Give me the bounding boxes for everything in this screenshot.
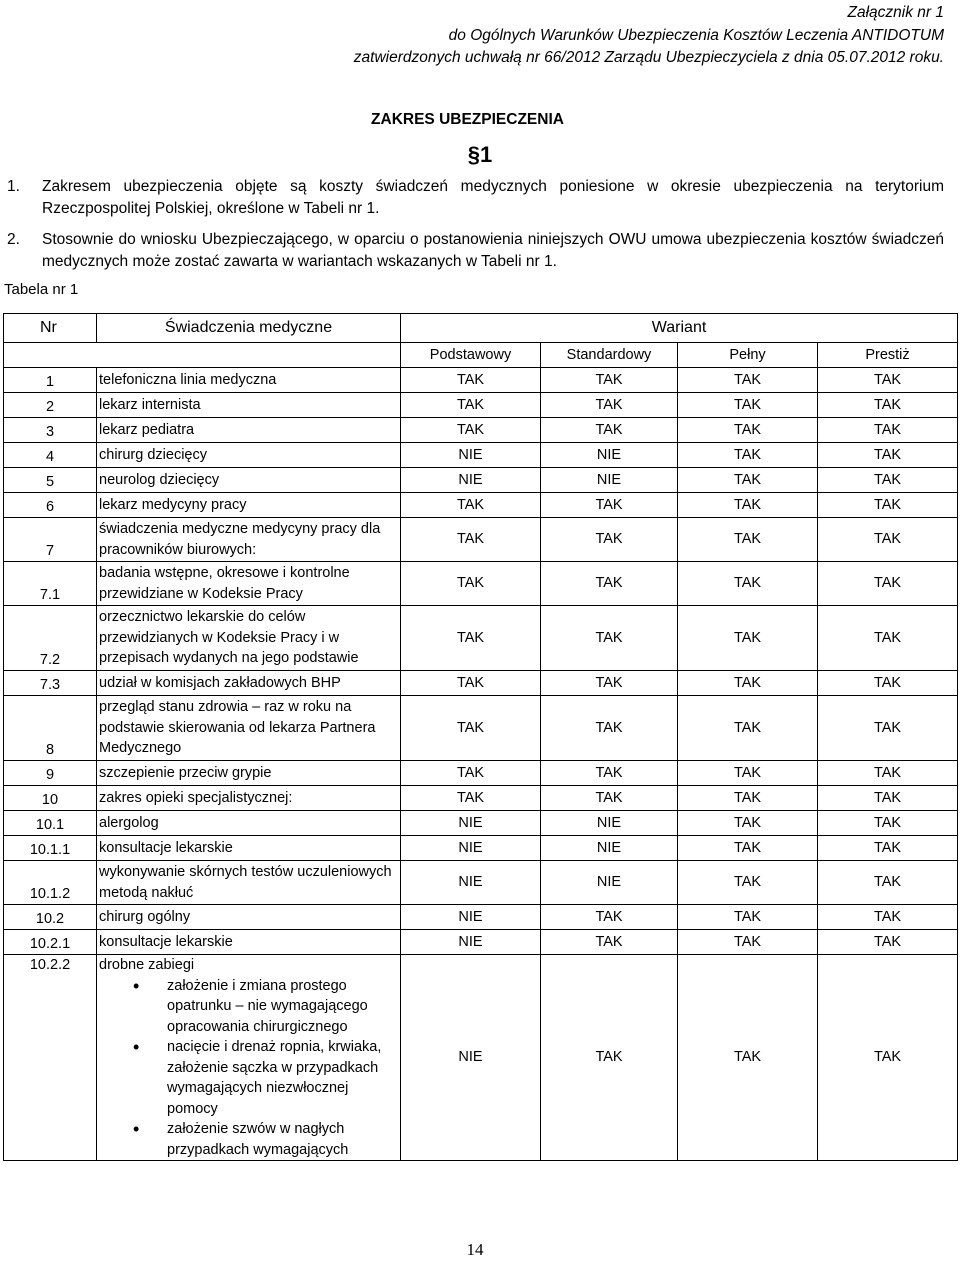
variant-value: TAK — [541, 930, 678, 955]
row-number: 10.1 — [4, 811, 97, 836]
variant-value: TAK — [678, 443, 818, 468]
variant-value: TAK — [678, 518, 818, 562]
variant-value: TAK — [818, 443, 958, 468]
variant-value: TAK — [401, 696, 541, 761]
variant-value: TAK — [818, 786, 958, 811]
variant-value: TAK — [541, 368, 678, 393]
variant-value: TAK — [401, 671, 541, 696]
variant-value: TAK — [541, 696, 678, 761]
service-name: neurolog dziecięcy — [97, 468, 401, 493]
table-row — [4, 418, 958, 443]
coverage-table — [3, 313, 958, 1161]
variant-podstawowy: Podstawowy — [401, 343, 541, 368]
variant-value: TAK — [401, 418, 541, 443]
header-variant: Wariant — [401, 314, 958, 343]
service-name: przegląd stanu zdrowia – raz w roku na podstawie skierowania od lekarza Partnera Medycznego — [97, 696, 401, 761]
variant-value: TAK — [678, 786, 818, 811]
variant-value: NIE — [541, 861, 678, 905]
variant-value: TAK — [818, 761, 958, 786]
variant-value: TAK — [541, 418, 678, 443]
variant-value: TAK — [401, 786, 541, 811]
service-name: drobne zabiegi — [99, 957, 195, 973]
row-number: 9 — [4, 761, 97, 786]
service-name: chirurg dziecięcy — [97, 443, 401, 468]
table-row — [4, 493, 958, 518]
variant-value: TAK — [541, 493, 678, 518]
variant-value: TAK — [541, 671, 678, 696]
bullet-item: • założenie szwów w nagłych przypadkach wymagających — [125, 1119, 397, 1160]
variant-value: TAK — [678, 836, 818, 861]
variant-value: TAK — [541, 393, 678, 418]
row-number: 10.1.1 — [4, 836, 97, 861]
variant-value: TAK — [678, 955, 818, 1161]
variant-standardowy: Standardowy — [541, 343, 678, 368]
row-number: 1 — [4, 368, 97, 393]
row-number: 10.2.1 — [4, 930, 97, 955]
row-number: 6 — [4, 493, 97, 518]
service-name: udział w komisjach zakładowych BHP — [97, 671, 401, 696]
bullet-item: • założenie i zmiana prostego opatrunku – nie wymagającego opracowania chirurgicznego — [125, 976, 397, 1038]
variant-value: NIE — [401, 955, 541, 1161]
service-name: lekarz pediatra — [97, 418, 401, 443]
variant-value: TAK — [541, 606, 678, 671]
variant-value: TAK — [818, 930, 958, 955]
variant-value: TAK — [678, 606, 818, 671]
header-line-1: Załącznik nr 1 — [847, 4, 944, 21]
page-number: 14 — [466, 1240, 484, 1259]
row-number: 7.1 — [4, 562, 97, 606]
row-number: 8 — [4, 696, 97, 761]
service-name: orzecznictwo lekarskie do celów przewidzianych w Kodeksie Pracy i w przepisach wydanych na jego podstawie — [97, 606, 401, 671]
row-number: 2 — [4, 393, 97, 418]
variant-value: TAK — [401, 393, 541, 418]
service-name: konsultacje lekarskie — [97, 836, 401, 861]
service-name: szczepienie przeciw grypie — [97, 761, 401, 786]
header-line-3: zatwierdzonych uchwałą nr 66/2012 Zarządu Ubezpieczyciela z dnia 05.07.2012 roku. — [353, 49, 944, 66]
header-empty-cell — [4, 343, 401, 368]
variant-value: TAK — [678, 930, 818, 955]
table-row — [4, 811, 958, 836]
table-row — [4, 836, 958, 861]
variant-value: TAK — [541, 955, 678, 1161]
variant-value: NIE — [401, 861, 541, 905]
variant-value: TAK — [818, 905, 958, 930]
variant-value: NIE — [401, 905, 541, 930]
variant-value: TAK — [818, 955, 958, 1161]
table-row — [4, 761, 958, 786]
variant-value: TAK — [678, 493, 818, 518]
variant-value: TAK — [818, 861, 958, 905]
variant-value: NIE — [541, 468, 678, 493]
variant-value: TAK — [678, 562, 818, 606]
table-row — [4, 955, 958, 1161]
variant-value: TAK — [818, 696, 958, 761]
variant-value: TAK — [401, 761, 541, 786]
header-nr: Nr — [4, 314, 97, 343]
row-number: 5 — [4, 468, 97, 493]
row-number: 7.2 — [4, 606, 97, 671]
variant-value: NIE — [541, 836, 678, 861]
variant-value: TAK — [678, 861, 818, 905]
row-number: 7.3 — [4, 671, 97, 696]
table-row — [4, 671, 958, 696]
variant-value: TAK — [818, 671, 958, 696]
table-row — [4, 606, 958, 671]
variant-value: TAK — [678, 761, 818, 786]
table-row — [4, 905, 958, 930]
variant-value: TAK — [401, 518, 541, 562]
point-text: Stosownie do wniosku Ubezpieczającego, w oparciu o postanowienia niniejszych OWU umowa ubezpieczenia kosztów świadczeń medycznych może zostać zawarta w wariantach wskazanych w Tabeli nr 1. — [42, 231, 944, 270]
table-caption: Tabela nr 1 — [4, 281, 79, 298]
table-row — [4, 930, 958, 955]
variant-value: TAK — [818, 493, 958, 518]
service-name: świadczenia medyczne medycyny pracy dla pracowników biurowych: — [97, 518, 401, 562]
row-number: 10.2.2 — [4, 955, 97, 1161]
variant-value: TAK — [401, 493, 541, 518]
table-row — [4, 696, 958, 761]
variant-value: TAK — [818, 393, 958, 418]
variant-value: TAK — [678, 368, 818, 393]
table-row — [4, 786, 958, 811]
variant-value: TAK — [818, 468, 958, 493]
variant-value: TAK — [541, 786, 678, 811]
variant-value: NIE — [541, 443, 678, 468]
variant-value: NIE — [401, 836, 541, 861]
variant-value: TAK — [678, 696, 818, 761]
variant-value: TAK — [401, 606, 541, 671]
header-service: Świadczenia medyczne — [97, 314, 401, 343]
point-text: Zakresem ubezpieczenia objęte są koszty świadczeń medycznych poniesione w okresie ubezpieczenia na terytorium Rzeczpospolitej Polskiej, określone w Tabeli nr 1. — [42, 178, 944, 217]
point-number: 1. — [7, 178, 20, 195]
bullet-list — [99, 976, 397, 1161]
row-number: 10.2 — [4, 905, 97, 930]
row-number: 3 — [4, 418, 97, 443]
service-name: badania wstępne, okresowe i kontrolne przewidziane w Kodeksie Pracy — [97, 562, 401, 606]
table-row — [4, 518, 958, 562]
table-row — [4, 468, 958, 493]
service-name: wykonywanie skórnych testów uczuleniowych metodą nakłuć — [97, 861, 401, 905]
row-number: 4 — [4, 443, 97, 468]
variant-value: TAK — [678, 811, 818, 836]
variant-value: TAK — [678, 671, 818, 696]
variant-value: TAK — [818, 836, 958, 861]
variant-value: NIE — [541, 811, 678, 836]
service-name: zakres opieki specjalistycznej: — [97, 786, 401, 811]
variant-pelny: Pełny — [678, 343, 818, 368]
table-row — [4, 861, 958, 905]
variant-value: TAK — [541, 562, 678, 606]
table-row — [4, 562, 958, 606]
bullet-item: • nacięcie i drenaż ropnia, krwiaka, założenie sączka w przypadkach wymagających niezwłocznej pomocy — [125, 1037, 397, 1119]
document-header — [354, 2, 944, 70]
variant-value: TAK — [678, 393, 818, 418]
variant-value: TAK — [818, 606, 958, 671]
variant-value: TAK — [678, 468, 818, 493]
service-name: konsultacje lekarskie — [97, 930, 401, 955]
table-header-row — [4, 314, 958, 343]
variant-value: NIE — [401, 930, 541, 955]
variant-value: TAK — [401, 562, 541, 606]
row-number: 7 — [4, 518, 97, 562]
variant-value: TAK — [818, 368, 958, 393]
row-number: 10.1.2 — [4, 861, 97, 905]
table-row — [4, 368, 958, 393]
service-name: lekarz internista — [97, 393, 401, 418]
variant-value: TAK — [818, 518, 958, 562]
paragraph-mark: §1 — [467, 142, 493, 167]
service-cell — [97, 955, 401, 1161]
service-name: alergolog — [97, 811, 401, 836]
header-line-2: do Ogólnych Warunków Ubezpieczenia Kosztów Leczenia ANTIDOTUM — [448, 26, 944, 44]
variant-value: TAK — [678, 905, 818, 930]
variant-value: NIE — [401, 468, 541, 493]
service-name: telefoniczna linia medyczna — [97, 368, 401, 393]
service-name: lekarz medycyny pracy — [97, 493, 401, 518]
variant-value: TAK — [541, 905, 678, 930]
table-row — [4, 393, 958, 418]
variant-value: TAK — [541, 761, 678, 786]
point-number: 2. — [7, 231, 20, 248]
service-name: chirurg ogólny — [97, 905, 401, 930]
variant-value: TAK — [818, 418, 958, 443]
variant-value: TAK — [541, 518, 678, 562]
variant-value: NIE — [401, 811, 541, 836]
table-row — [4, 443, 958, 468]
table-variant-row — [4, 343, 958, 368]
row-number: 10 — [4, 786, 97, 811]
variant-value: TAK — [401, 368, 541, 393]
document-title: ZAKRES UBEZPIECZENIA — [371, 111, 564, 128]
variant-value: TAK — [818, 811, 958, 836]
variant-value: TAK — [818, 562, 958, 606]
variant-prestiz: Prestiż — [818, 343, 958, 368]
variant-value: TAK — [678, 418, 818, 443]
variant-value: NIE — [401, 443, 541, 468]
